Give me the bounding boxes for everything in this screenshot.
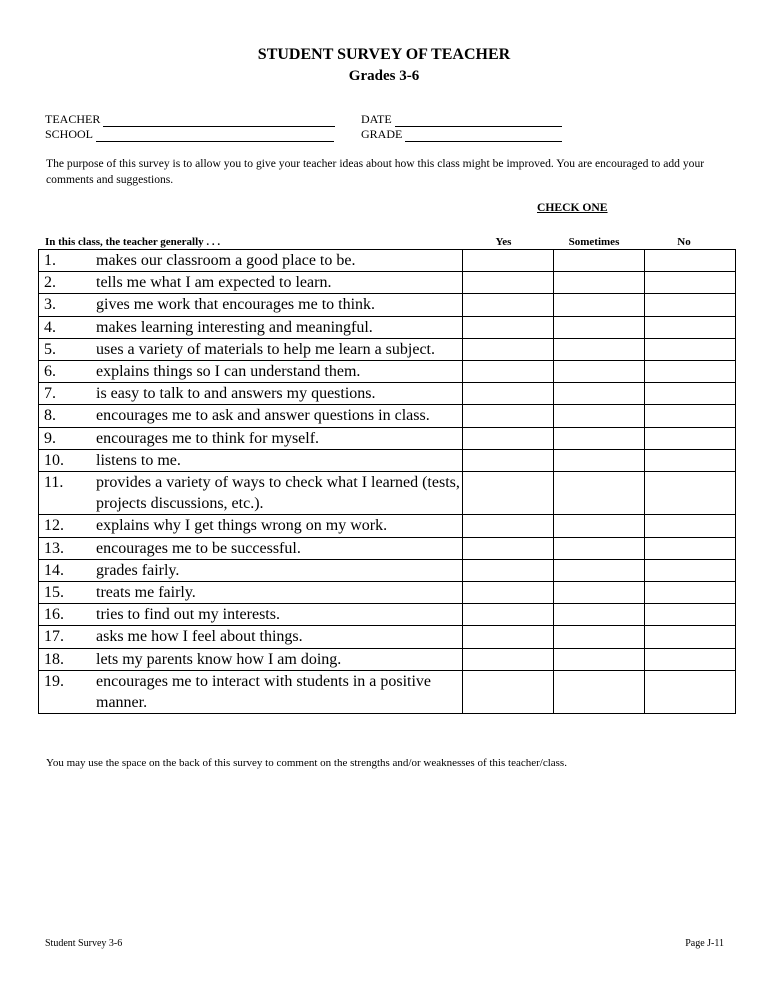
table-row bbox=[39, 383, 736, 405]
table-row bbox=[39, 361, 736, 383]
school-field[interactable] bbox=[45, 127, 334, 142]
item-number: 7. bbox=[39, 383, 97, 405]
item-text: makes our classroom a good place to be. bbox=[96, 250, 463, 272]
item-number: 6. bbox=[39, 361, 97, 383]
item-text: asks me how I feel about things. bbox=[96, 626, 463, 648]
check-box-yes[interactable] bbox=[463, 405, 554, 427]
check-box-sometimes[interactable] bbox=[554, 604, 645, 626]
table-row bbox=[39, 294, 736, 316]
check-box-sometimes[interactable] bbox=[554, 383, 645, 405]
check-box-no[interactable] bbox=[645, 670, 736, 713]
check-box-yes[interactable] bbox=[463, 515, 554, 537]
page-title: STUDENT SURVEY OF TEACHER bbox=[257, 46, 511, 63]
check-box-yes[interactable] bbox=[463, 272, 554, 294]
table-row bbox=[39, 472, 736, 515]
table-row bbox=[39, 604, 736, 626]
table-row bbox=[39, 648, 736, 670]
check-box-yes[interactable] bbox=[463, 472, 554, 515]
table-row bbox=[39, 559, 736, 581]
grade-line[interactable] bbox=[405, 130, 562, 142]
item-number: 4. bbox=[39, 316, 97, 338]
check-box-no[interactable] bbox=[645, 648, 736, 670]
check-box-no[interactable] bbox=[645, 361, 736, 383]
item-text: lets my parents know how I am doing. bbox=[96, 648, 463, 670]
check-box-sometimes[interactable] bbox=[554, 537, 645, 559]
teacher-field[interactable] bbox=[45, 112, 335, 127]
check-box-yes[interactable] bbox=[463, 559, 554, 581]
check-box-sometimes[interactable] bbox=[554, 449, 645, 471]
check-box-no[interactable] bbox=[645, 316, 736, 338]
item-number: 10. bbox=[39, 449, 97, 471]
check-box-sometimes[interactable] bbox=[554, 559, 645, 581]
item-text: explains things so I can understand them. bbox=[96, 361, 463, 383]
check-box-no[interactable] bbox=[645, 294, 736, 316]
item-text: tries to find out my interests. bbox=[96, 604, 463, 626]
table-row bbox=[39, 272, 736, 294]
table-row bbox=[39, 515, 736, 537]
back-note: You may use the space on the back of this survey to comment on the strengths and/or weaknesses of this teacher/class. bbox=[46, 757, 567, 769]
check-box-no[interactable] bbox=[645, 559, 736, 581]
item-text: provides a variety of ways to check what I learned (tests, projects discussions, etc.). bbox=[96, 472, 463, 515]
item-number: 15. bbox=[39, 582, 97, 604]
item-number: 11. bbox=[39, 472, 97, 515]
check-box-sometimes[interactable] bbox=[554, 294, 645, 316]
check-box-sometimes[interactable] bbox=[554, 626, 645, 648]
check-box-sometimes[interactable] bbox=[554, 361, 645, 383]
check-box-sometimes[interactable] bbox=[554, 648, 645, 670]
check-box-yes[interactable] bbox=[463, 250, 554, 272]
check-box-yes[interactable] bbox=[463, 338, 554, 360]
school-line[interactable] bbox=[96, 130, 334, 142]
table-row bbox=[39, 250, 736, 272]
check-box-sometimes[interactable] bbox=[554, 472, 645, 515]
item-number: 17. bbox=[39, 626, 97, 648]
teacher-line[interactable] bbox=[103, 115, 335, 127]
check-box-yes[interactable] bbox=[463, 449, 554, 471]
item-number: 14. bbox=[39, 559, 97, 581]
check-box-no[interactable] bbox=[645, 250, 736, 272]
check-box-yes[interactable] bbox=[463, 537, 554, 559]
date-label: DATE bbox=[361, 112, 392, 126]
check-box-yes[interactable] bbox=[463, 294, 554, 316]
item-number: 1. bbox=[39, 250, 97, 272]
table-row bbox=[39, 449, 736, 471]
check-box-sometimes[interactable] bbox=[554, 272, 645, 294]
school-label: SCHOOL bbox=[45, 127, 94, 141]
check-box-no[interactable] bbox=[645, 405, 736, 427]
date-line[interactable] bbox=[395, 115, 562, 127]
table-row bbox=[39, 338, 736, 360]
check-box-yes[interactable] bbox=[463, 427, 554, 449]
check-box-sometimes[interactable] bbox=[554, 670, 645, 713]
check-box-no[interactable] bbox=[645, 338, 736, 360]
item-number: 5. bbox=[39, 338, 97, 360]
column-header-sometimes: Sometimes bbox=[568, 236, 620, 248]
check-box-sometimes[interactable] bbox=[554, 405, 645, 427]
item-text: encourages me to interact with students in a positive manner. bbox=[96, 670, 463, 713]
item-number: 16. bbox=[39, 604, 97, 626]
check-box-yes[interactable] bbox=[463, 316, 554, 338]
check-one-label: CHECK ONE bbox=[537, 201, 608, 214]
check-box-yes[interactable] bbox=[463, 648, 554, 670]
item-text: treats me fairly. bbox=[96, 582, 463, 604]
check-box-no[interactable] bbox=[645, 449, 736, 471]
footer-left: Student Survey 3-6 bbox=[45, 938, 123, 949]
check-box-no[interactable] bbox=[645, 515, 736, 537]
table-row bbox=[39, 626, 736, 648]
date-field[interactable] bbox=[361, 112, 562, 127]
item-text: encourages me to ask and answer questions in class. bbox=[96, 405, 463, 427]
check-box-no[interactable] bbox=[645, 582, 736, 604]
footer-right: Page J-11 bbox=[685, 938, 724, 949]
item-text: uses a variety of materials to help me learn a subject. bbox=[96, 338, 463, 360]
item-text: encourages me to think for myself. bbox=[96, 427, 463, 449]
item-number: 8. bbox=[39, 405, 97, 427]
check-box-sometimes[interactable] bbox=[554, 316, 645, 338]
survey-table bbox=[38, 249, 736, 714]
check-box-sometimes[interactable] bbox=[554, 515, 645, 537]
item-number: 18. bbox=[39, 648, 97, 670]
column-header-yes: Yes bbox=[495, 236, 512, 248]
table-row bbox=[39, 405, 736, 427]
item-text: listens to me. bbox=[96, 449, 463, 471]
item-text: makes learning interesting and meaningful. bbox=[96, 316, 463, 338]
grade-field[interactable] bbox=[361, 127, 562, 142]
check-box-sometimes[interactable] bbox=[554, 250, 645, 272]
table-row bbox=[39, 670, 736, 713]
teacher-label: TEACHER bbox=[45, 112, 101, 126]
page-subtitle: Grades 3-6 bbox=[348, 68, 420, 84]
table-row bbox=[39, 316, 736, 338]
table-row bbox=[39, 537, 736, 559]
check-box-sometimes[interactable] bbox=[554, 338, 645, 360]
check-box-no[interactable] bbox=[645, 604, 736, 626]
purpose-text: The purpose of this survey is to allow you to give your teacher ideas about how this class might be improved. You are encouraged to add your comments and suggestions. bbox=[46, 157, 705, 186]
check-box-yes[interactable] bbox=[463, 383, 554, 405]
item-text: explains why I get things wrong on my work. bbox=[96, 515, 463, 537]
item-text: is easy to talk to and answers my questions. bbox=[96, 383, 463, 405]
item-number: 3. bbox=[39, 294, 97, 316]
check-box-sometimes[interactable] bbox=[554, 582, 645, 604]
check-box-yes[interactable] bbox=[463, 361, 554, 383]
check-box-yes[interactable] bbox=[463, 604, 554, 626]
check-box-no[interactable] bbox=[645, 427, 736, 449]
item-number: 9. bbox=[39, 427, 97, 449]
check-box-sometimes[interactable] bbox=[554, 427, 645, 449]
item-number: 19. bbox=[39, 670, 97, 713]
item-number: 2. bbox=[39, 272, 97, 294]
column-header-no: No bbox=[677, 236, 691, 248]
table-lead: In this class, the teacher generally . . . bbox=[45, 236, 221, 248]
table-row bbox=[39, 427, 736, 449]
check-box-yes[interactable] bbox=[463, 582, 554, 604]
check-box-no[interactable] bbox=[645, 537, 736, 559]
check-box-no[interactable] bbox=[645, 626, 736, 648]
item-text: encourages me to be successful. bbox=[96, 537, 463, 559]
check-box-yes[interactable] bbox=[463, 626, 554, 648]
table-row bbox=[39, 582, 736, 604]
item-number: 13. bbox=[39, 537, 97, 559]
item-text: tells me what I am expected to learn. bbox=[96, 272, 463, 294]
item-number: 12. bbox=[39, 515, 97, 537]
check-box-no[interactable] bbox=[645, 472, 736, 515]
check-box-no[interactable] bbox=[645, 383, 736, 405]
item-text: gives me work that encourages me to think. bbox=[96, 294, 463, 316]
check-box-no[interactable] bbox=[645, 272, 736, 294]
check-box-yes[interactable] bbox=[463, 670, 554, 713]
grade-label: GRADE bbox=[361, 127, 403, 141]
item-text: grades fairly. bbox=[96, 559, 463, 581]
